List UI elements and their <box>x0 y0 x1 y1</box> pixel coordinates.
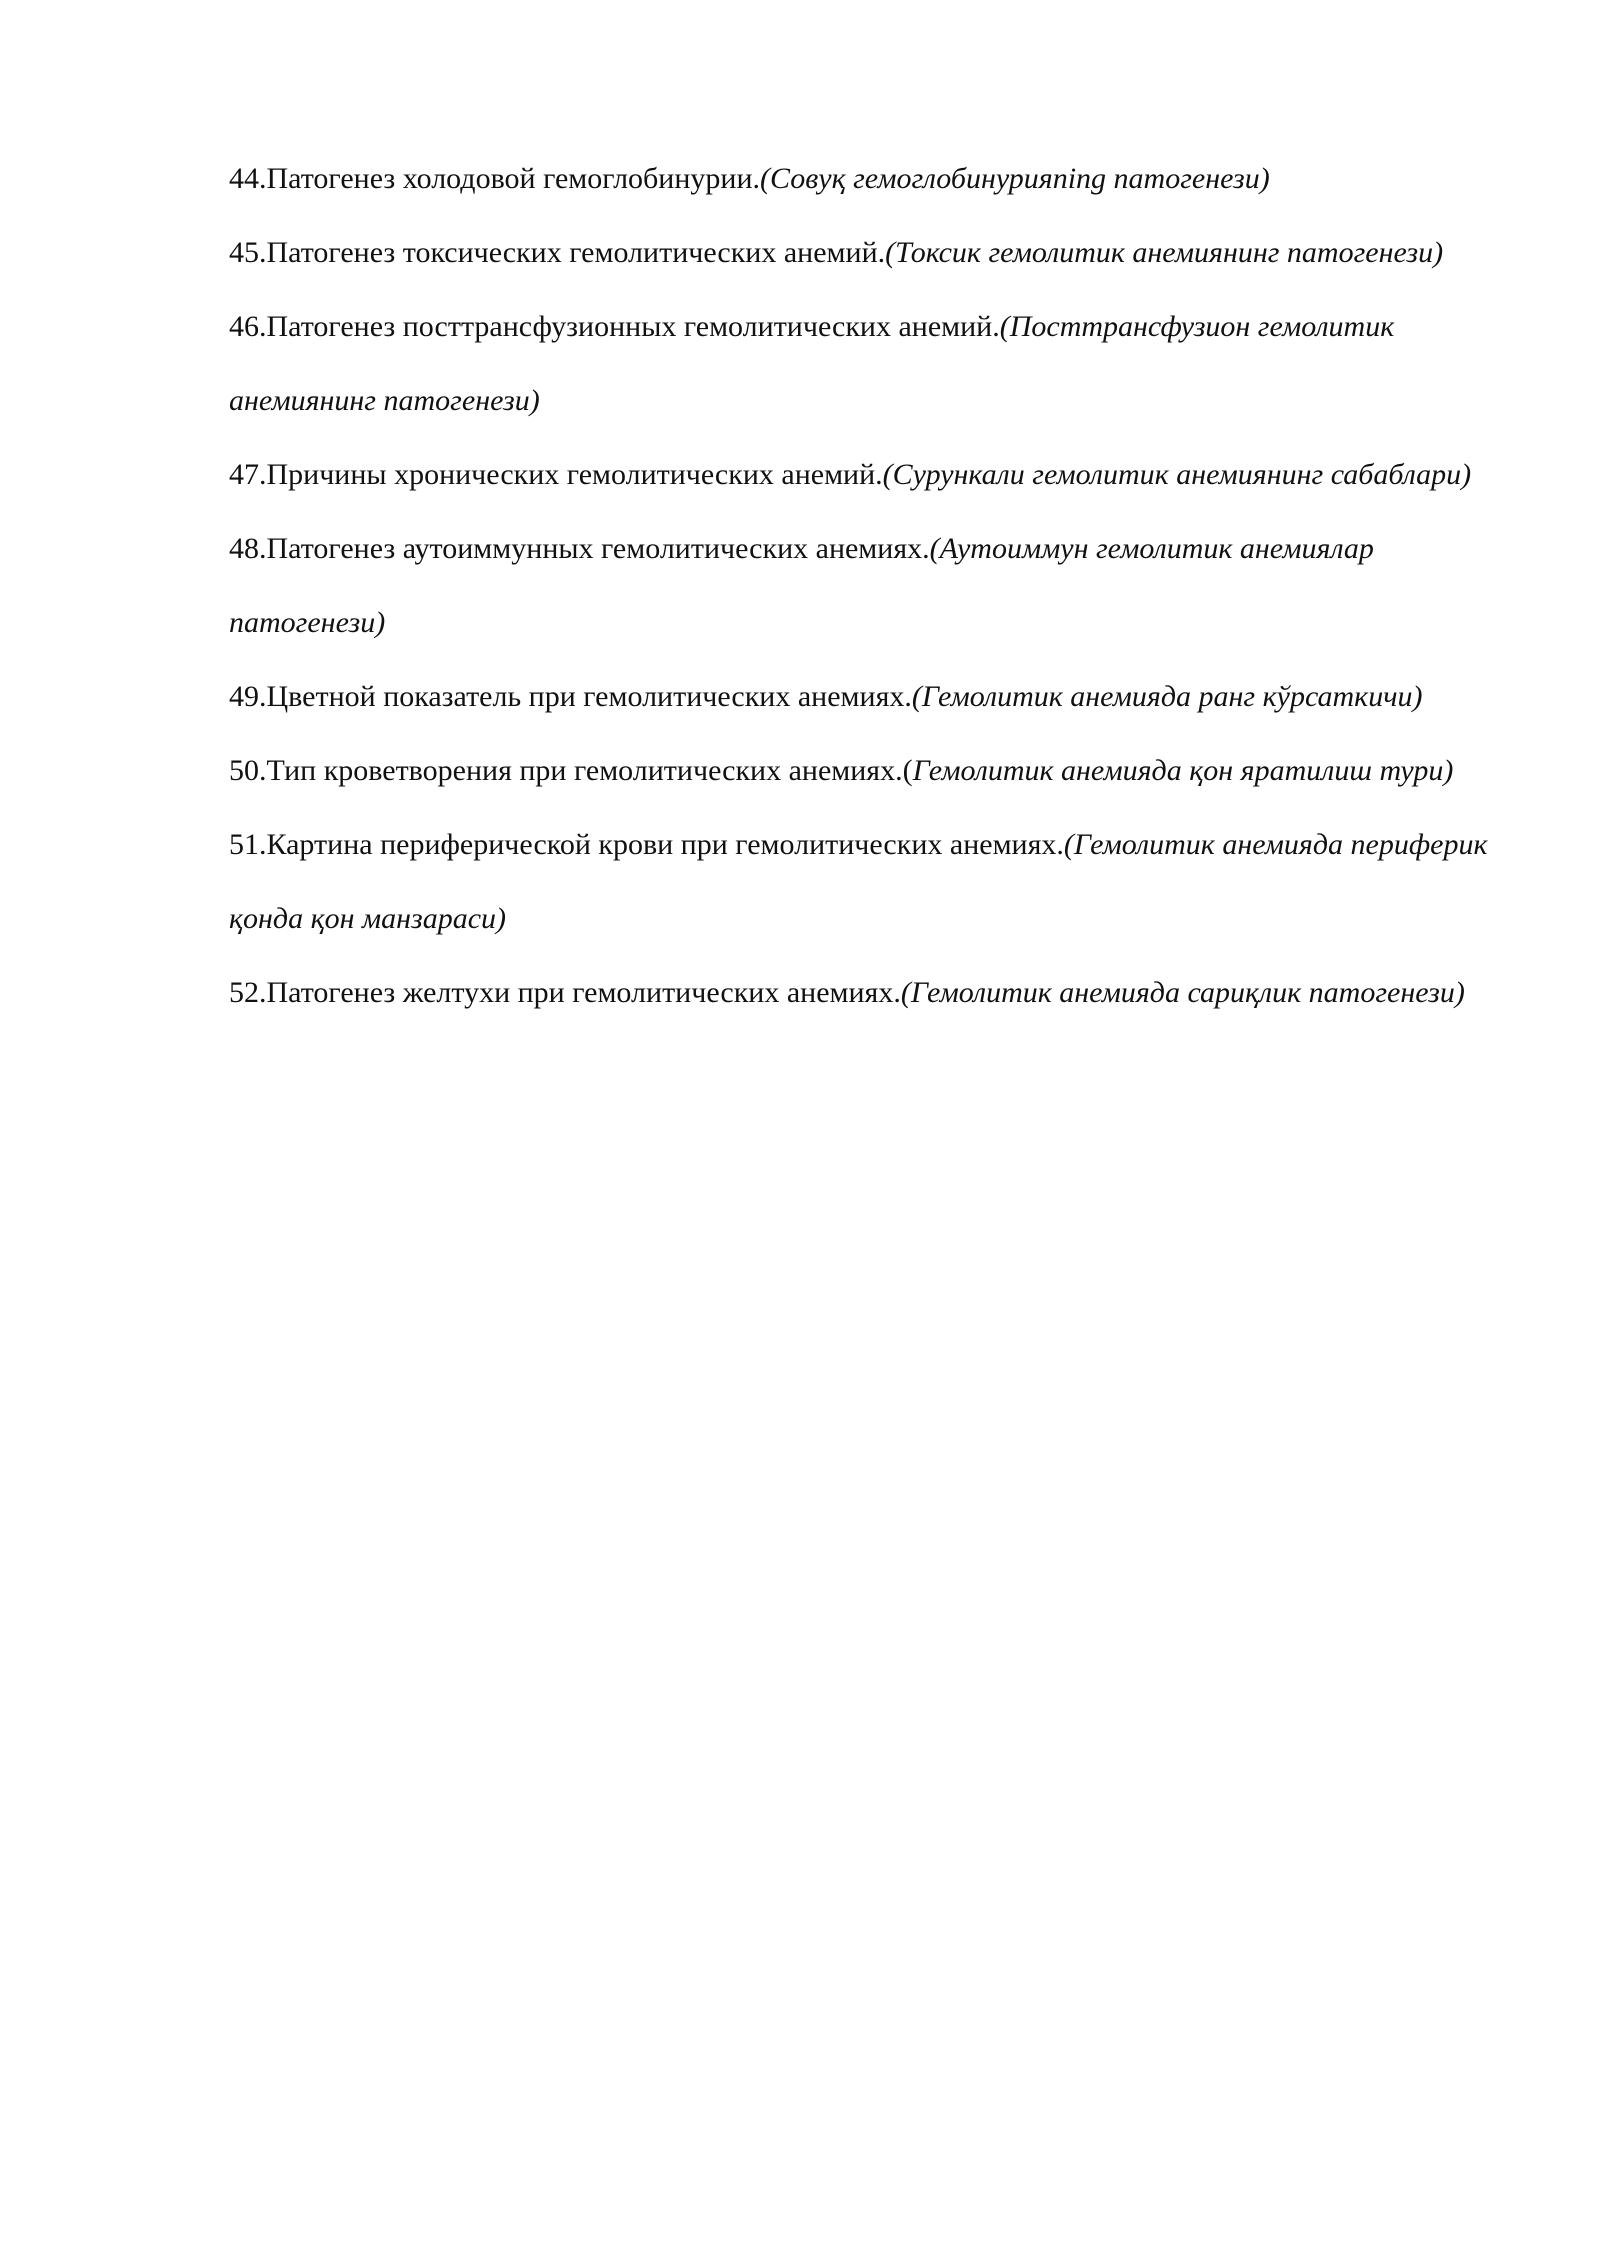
question-ru: 44.Патогенез холодовой гемоглобинурии. <box>229 162 761 195</box>
question-ru: 51.Картина периферической крови при гемолитических анемиях. <box>229 828 1064 861</box>
question-uz: (Гемолитик анемияда периферик қонда қон манзараси) <box>229 828 1488 935</box>
list-item <box>229 660 1499 734</box>
question-ru: 49.Цветной показатель при гемолитических анемиях. <box>229 680 912 713</box>
question-uz: (Сурункали гемолитик анемиянинг сабаблари) <box>882 458 1472 491</box>
question-ru: 47.Причины хронических гемолитических анемий. <box>229 458 883 491</box>
question-uz: (Посттрансфузион гемолитик анемиянинг патогенези) <box>229 310 1395 417</box>
question-ru: 45.Патогенез токсических гемолитических анемий. <box>229 236 886 269</box>
question-uz: (Гемолитик анемияда сариқлик патогенези) <box>900 976 1465 1009</box>
list-item <box>229 808 1499 956</box>
question-uz: (Гемолитик анемияда ранг кўрсаткичи) <box>911 680 1423 713</box>
list-item <box>229 142 1499 216</box>
question-uz: (Аутоиммун гемолитик анемиялар патогенези) <box>229 532 1374 639</box>
list-item <box>229 512 1499 660</box>
question-uz: (Токсик гемолитик анемиянинг патогенези) <box>885 236 1444 269</box>
list-item <box>229 290 1499 438</box>
question-ru: 52.Патогенез желтухи при гемолитических анемиях. <box>229 976 901 1009</box>
question-ru: 50.Тип кроветворения при гемолитических анемиях.( <box>229 754 913 787</box>
list-item <box>229 956 1499 1030</box>
list-item <box>229 438 1499 512</box>
question-uz: (Совуқ гемоглобинурияning патогенези) <box>760 162 1270 195</box>
list-item <box>229 216 1499 290</box>
question-ru: 46.Патогенез посттрансфузионных гемолитических анемий. <box>229 310 1000 343</box>
question-list <box>229 142 1499 1030</box>
list-item <box>229 734 1499 808</box>
question-ru: 48.Патогенез аутоиммунных гемолитических анемиях. <box>229 532 930 565</box>
question-uz: Гемолитик анемияда қон яратилиш тури) <box>912 754 1454 787</box>
